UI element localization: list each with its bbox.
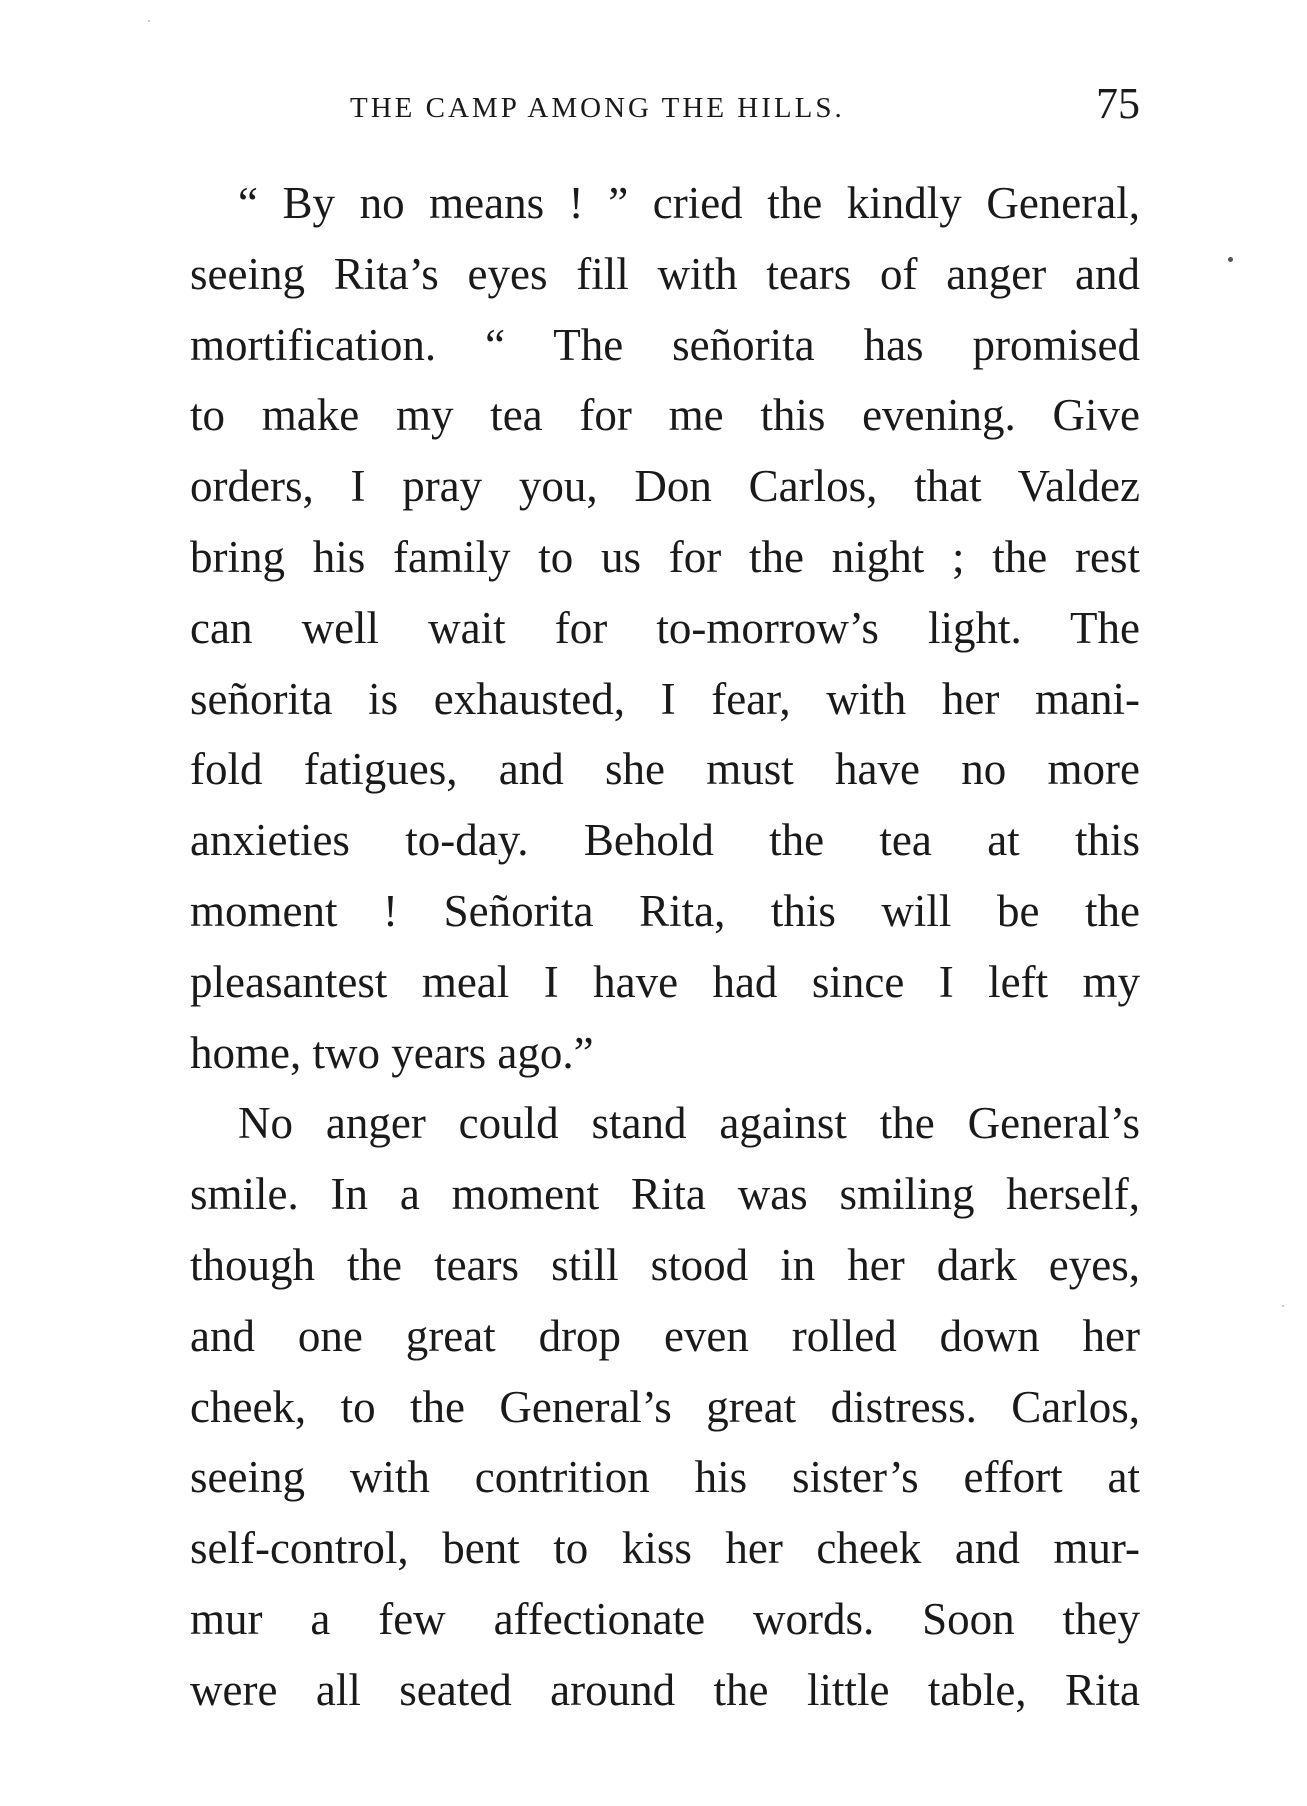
text-line: seeing Rita’s eyes fill with tears of anger and — [190, 248, 1140, 299]
paper-speck — [148, 20, 150, 22]
text-line: though the tears still stood in her dark eyes, — [190, 1239, 1140, 1290]
page-number: 75 — [1096, 79, 1140, 128]
text-line: bring his family to us for the night ; the rest — [190, 531, 1140, 582]
paragraph-2 — [190, 1088, 1140, 1725]
text-line: orders, I pray you, Don Carlos, that Valdez — [190, 461, 1140, 512]
text-line: were all seated around the little table, Rita — [190, 1664, 1140, 1715]
text-line: cheek, to the General’s great distress. Carlos, — [190, 1381, 1140, 1432]
text-line: home, two years ago.” — [190, 1027, 594, 1078]
text-line: “ By no means ! ” cried the kindly General, — [238, 178, 1140, 228]
text-line: can well wait for to-morrow’s light. The — [190, 602, 1140, 653]
text-line: moment ! Señorita Rita, this will be the — [190, 885, 1140, 936]
text-line: fold fatigues, and she must have no more — [190, 744, 1140, 795]
paper-speck — [1282, 1305, 1284, 1307]
text-line: and one great drop even rolled down her — [190, 1310, 1140, 1361]
text-line: No anger could stand against the General’s — [238, 1098, 1140, 1149]
text-line: smile. In a moment Rita was smiling herself, — [190, 1169, 1140, 1220]
text-line: mortification. “ The señorita has promised — [190, 319, 1140, 370]
text-line: pleasantest meal I have had since I left my — [190, 956, 1140, 1007]
text-line: seeing with contrition his sister’s effort at — [190, 1452, 1140, 1503]
text-line: señorita is exhausted, I fear, with her mani- — [190, 673, 1140, 724]
text-line: to make my tea for me this evening. Give — [190, 390, 1140, 441]
body-text — [190, 168, 1140, 1726]
text-line: mur a few affectionate words. Soon they — [190, 1593, 1140, 1644]
paragraph-1 — [190, 168, 1140, 1088]
running-head — [350, 78, 1140, 138]
text-line: anxieties to-day. Behold the tea at this — [190, 815, 1140, 866]
text-line: self-control, bent to kiss her cheek and mur- — [190, 1523, 1140, 1574]
running-title: THE CAMP AMONG THE HILLS. — [350, 92, 845, 124]
paper-speck — [1228, 257, 1233, 262]
